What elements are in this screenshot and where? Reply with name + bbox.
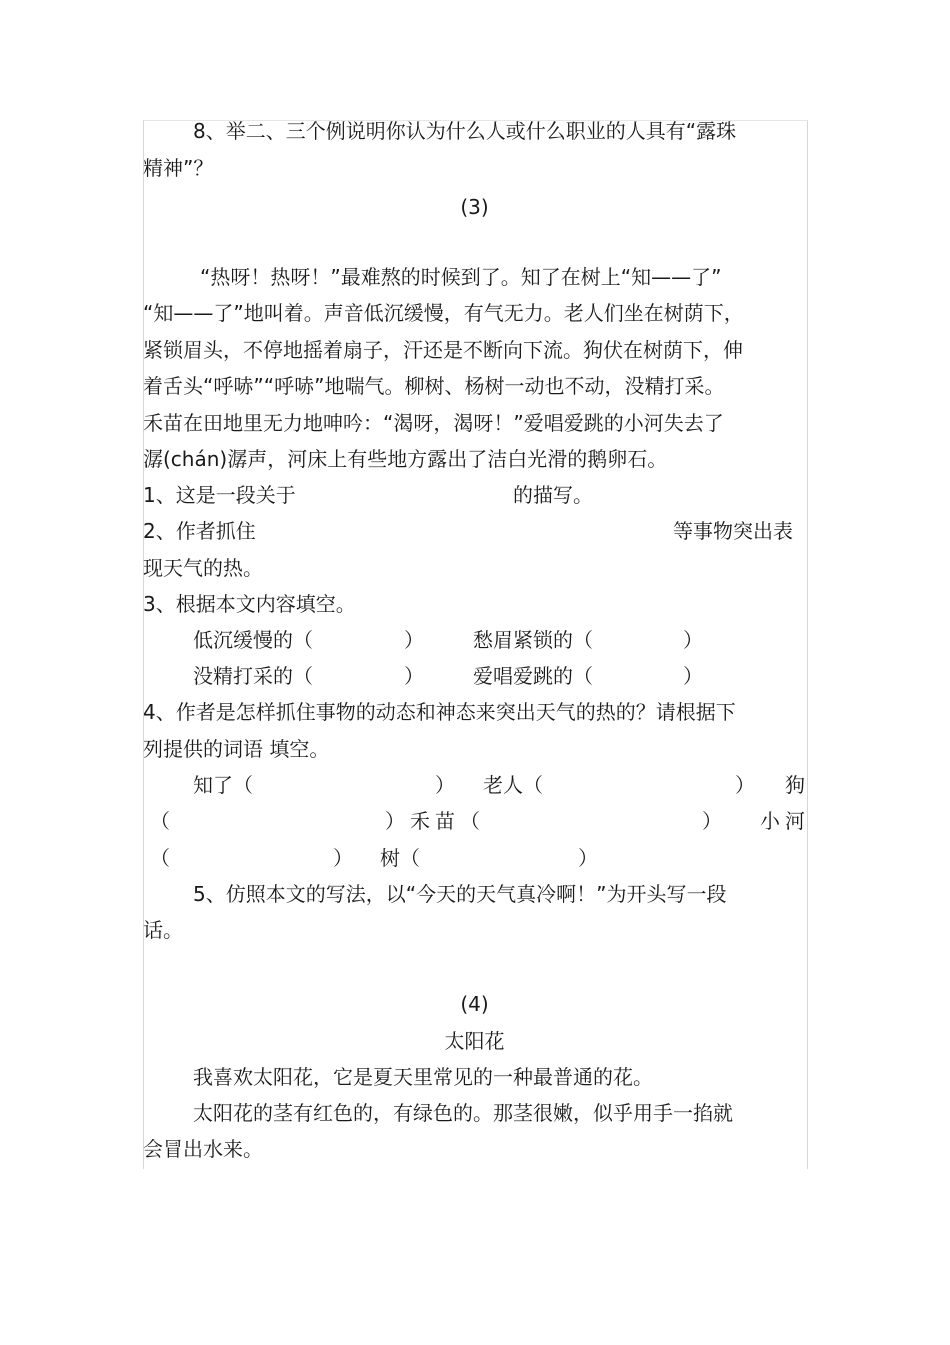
question-1-suffix: 的描写。	[513, 483, 593, 507]
passage-3-line6: 潺(chán)潺声，河床上有些地方露出了洁白光滑的鹅卵石。	[143, 447, 668, 471]
question-2-label: 2、作者抓住	[143, 519, 256, 543]
question-5-line1: 5、仿照本文的写法，以“今天的天气真冷啊！”为开头写一段	[193, 882, 727, 906]
q4-cicada-close: ）	[435, 773, 455, 797]
q3-blank-3-close: ）	[404, 664, 424, 688]
q4-elders-close: ）	[735, 773, 755, 797]
question-3-label: 3、根据本文内容填空。	[143, 592, 356, 616]
q3-blank-1-close: ）	[404, 628, 424, 652]
passage-3-line1: “热呀！热呀！”最难熬的时候到了。知了在树上“知——了”	[200, 265, 722, 289]
passage-4-para1: 我喜欢太阳花，它是夏天里常见的一种最普通的花。	[193, 1065, 653, 1089]
section-4-title: 太阳花	[444, 1029, 505, 1053]
passage-4-para2-line1: 太阳花的茎有红色的，有绿色的。那茎很嫩，似乎用手一掐就	[193, 1101, 733, 1125]
passage-3-line3: 紧锁眉头，不停地摇着扇子，汗还是不断向下流。狗伏在树荫下，伸	[143, 338, 743, 362]
q4-seedlings-open: ）禾苗（	[385, 809, 485, 833]
q3-blank-2-close: ）	[683, 628, 703, 652]
q4-dog-label: 狗	[785, 773, 805, 797]
q4-river-label: 小河	[760, 809, 810, 833]
question-2-suffix: 等事物突出表	[673, 519, 793, 543]
question-1-label: 1、这是一段关于	[143, 483, 296, 507]
section-4-number: (4)	[460, 992, 489, 1016]
question-4-line1: 4、作者是怎样抓住事物的动态和神态来突出天气的热的？请根据下	[143, 700, 736, 724]
q3-blank-3-open: 没精打采的（	[193, 664, 313, 688]
passage-4-para2-line2: 会冒出水来。	[143, 1137, 263, 1161]
q3-blank-2-open: 愁眉紧锁的（	[473, 628, 593, 652]
passage-3-line5: 禾苗在田地里无力地呻吟：“渴呀，渴呀！”爱唱爱跳的小河失去了	[143, 411, 724, 435]
question-8-line2: 精神”？	[143, 156, 214, 180]
passage-3-line4: 着舌头“呼哧”“呼哧”地喘气。柳树、杨树一动也不动，没精打采。	[143, 374, 725, 398]
question-2-line2: 现天气的热。	[143, 556, 263, 580]
q4-tree-open: 树（	[380, 846, 420, 870]
q4-cicada-open: 知了（	[193, 773, 253, 797]
q3-blank-4-close: ）	[683, 664, 703, 688]
question-8-line1: 8、举二、三个例说明你认为什么人或什么职业的人具有“露珠	[193, 119, 737, 143]
q4-river-close: ）	[333, 846, 353, 870]
section-3-number: (3)	[460, 195, 489, 219]
q3-blank-4-open: 爱唱爱跳的（	[473, 664, 593, 688]
q4-seedlings-close: ）	[702, 809, 722, 833]
q4-tree-close: ）	[578, 846, 598, 870]
question-4-line2: 列提供的词语 填空。	[143, 737, 330, 761]
q4-elders-open: 老人（	[483, 773, 543, 797]
passage-3-line2: “知——了”地叫着。声音低沉缓慢，有气无力。老人们坐在树荫下，	[143, 301, 744, 325]
question-5-line2: 话。	[143, 918, 183, 942]
q4-river-open: （	[150, 846, 170, 870]
q4-dog-open: （	[150, 809, 170, 833]
q3-blank-1-open: 低沉缓慢的（	[193, 628, 313, 652]
